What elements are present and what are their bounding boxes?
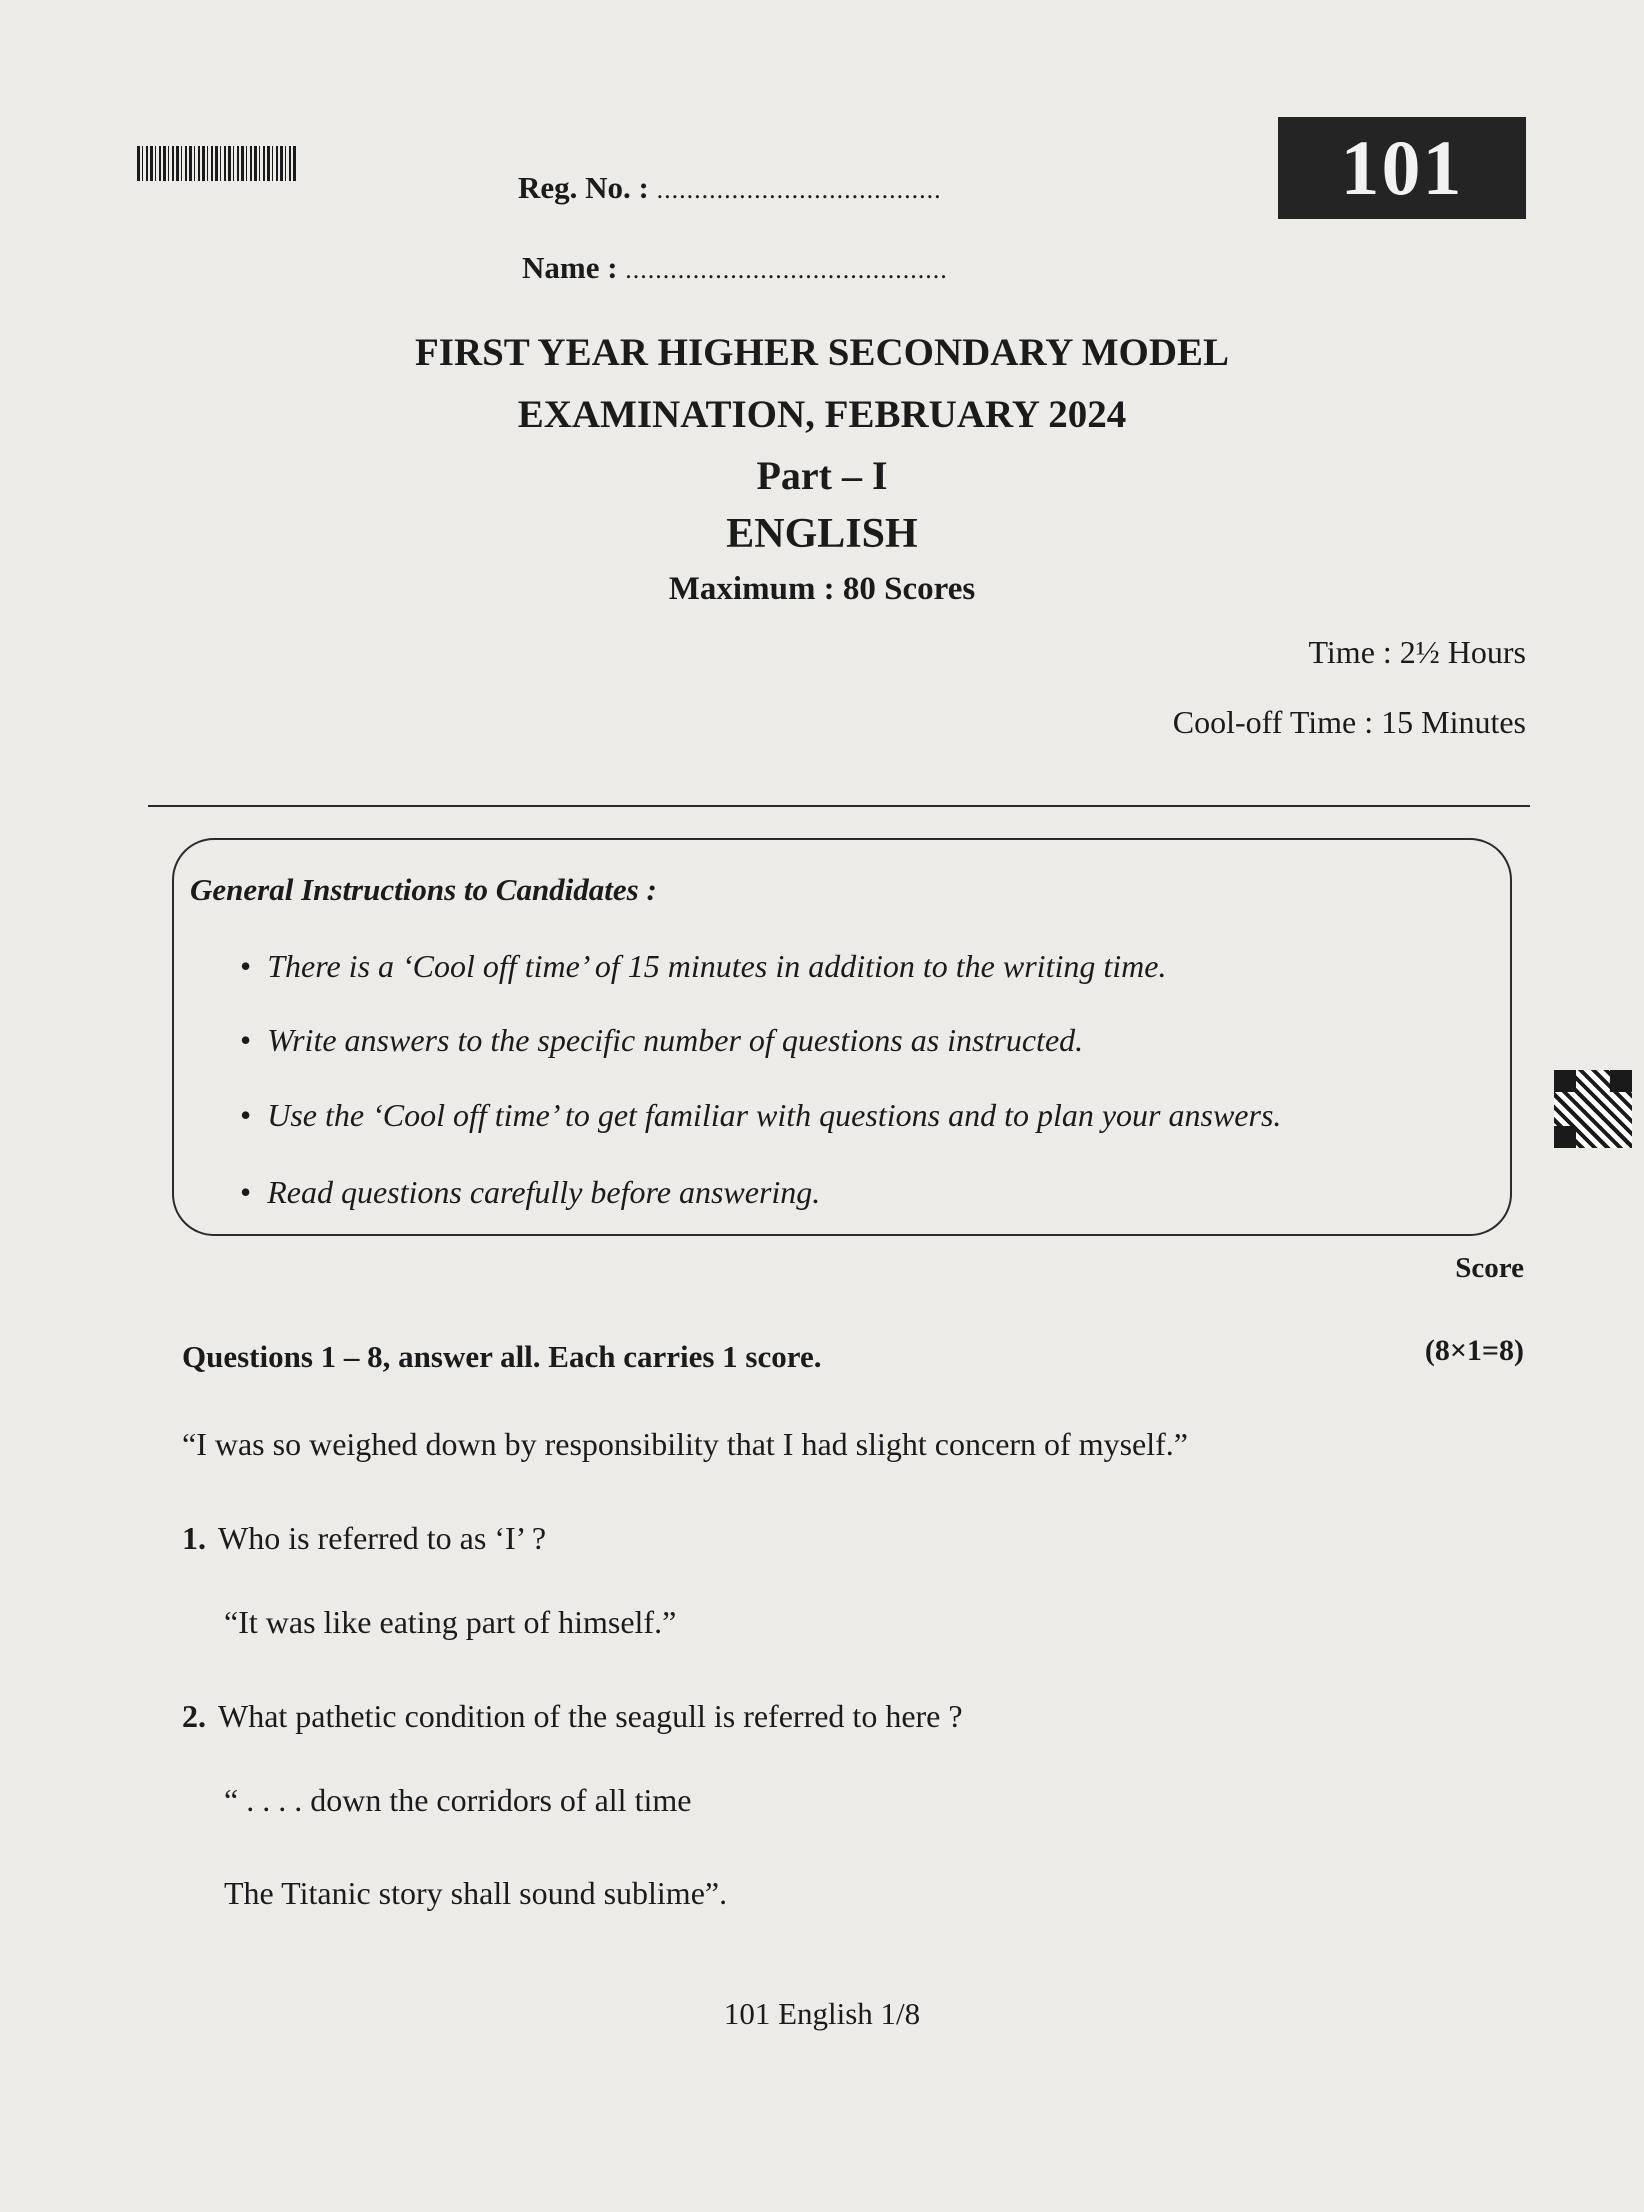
page-footer: 101 English 1/8 bbox=[723, 1996, 921, 2031]
name-field bbox=[522, 250, 948, 286]
question-text: What pathetic condition of the seagull is referred to here ? bbox=[218, 1698, 963, 1734]
instruction-item: • Write answers to the specific number of questions as instructed. bbox=[240, 1022, 1084, 1058]
name-label: Name : bbox=[522, 250, 618, 285]
score-column-label: Score bbox=[1455, 1252, 1524, 1284]
maximum-score: Maximum : 80 Scores bbox=[668, 571, 976, 607]
subject-title: ENGLISH bbox=[726, 511, 918, 557]
qr-code-icon bbox=[1554, 1070, 1632, 1148]
exam-title-line1: FIRST YEAR HIGHER SECONDARY MODEL bbox=[414, 331, 1230, 374]
bullet-icon: • bbox=[240, 948, 252, 984]
bullet-icon: • bbox=[240, 1174, 252, 1210]
reg-no-field bbox=[518, 170, 942, 206]
reg-no-dots: ...................................... bbox=[656, 175, 942, 204]
instruction-item: • Read questions carefully before answering. bbox=[240, 1174, 821, 1210]
question-number: 1. bbox=[182, 1520, 206, 1556]
cool-off-time: Cool-off Time : 15 Minutes bbox=[1172, 704, 1526, 740]
instruction-item: • Use the ‘Cool off time’ to get familiar with questions and to plan your answers. bbox=[240, 1097, 1282, 1133]
divider bbox=[148, 805, 1530, 807]
question-1 bbox=[182, 1520, 546, 1557]
bullet-icon: • bbox=[240, 1097, 252, 1133]
bullet-icon: • bbox=[240, 1022, 252, 1058]
section-marks: (8×1=8) bbox=[1424, 1334, 1524, 1367]
question-number: 2. bbox=[182, 1698, 206, 1734]
quote-3-line2: The Titanic story shall sound sublime”. bbox=[224, 1875, 728, 1911]
quote-1: “I was so weighed down by responsibility that I had slight concern of myself.” bbox=[182, 1426, 1188, 1462]
quote-3-line1: “ . . . . down the corridors of all time bbox=[224, 1782, 692, 1818]
question-text: Who is referred to as ‘I’ ? bbox=[218, 1520, 547, 1556]
instruction-item: • There is a ‘Cool off time’ of 15 minutes in addition to the writing time. bbox=[240, 948, 1167, 984]
paper-code-badge: 101 bbox=[1278, 117, 1526, 219]
time-allowed: Time : 2½ Hours bbox=[1308, 634, 1526, 670]
part-label: Part – I bbox=[756, 453, 888, 498]
question-2 bbox=[182, 1698, 963, 1735]
barcode bbox=[137, 146, 297, 181]
section-heading: Questions 1 – 8, answer all. Each carries 1 score. bbox=[182, 1339, 822, 1374]
quote-2: “It was like eating part of himself.” bbox=[224, 1604, 677, 1640]
reg-no-label: Reg. No. : bbox=[518, 170, 649, 205]
instructions-heading: General Instructions to Candidates : bbox=[190, 872, 657, 907]
name-dots: ........................................... bbox=[625, 255, 948, 284]
exam-title-line2: EXAMINATION, FEBRUARY 2024 bbox=[517, 393, 1127, 436]
